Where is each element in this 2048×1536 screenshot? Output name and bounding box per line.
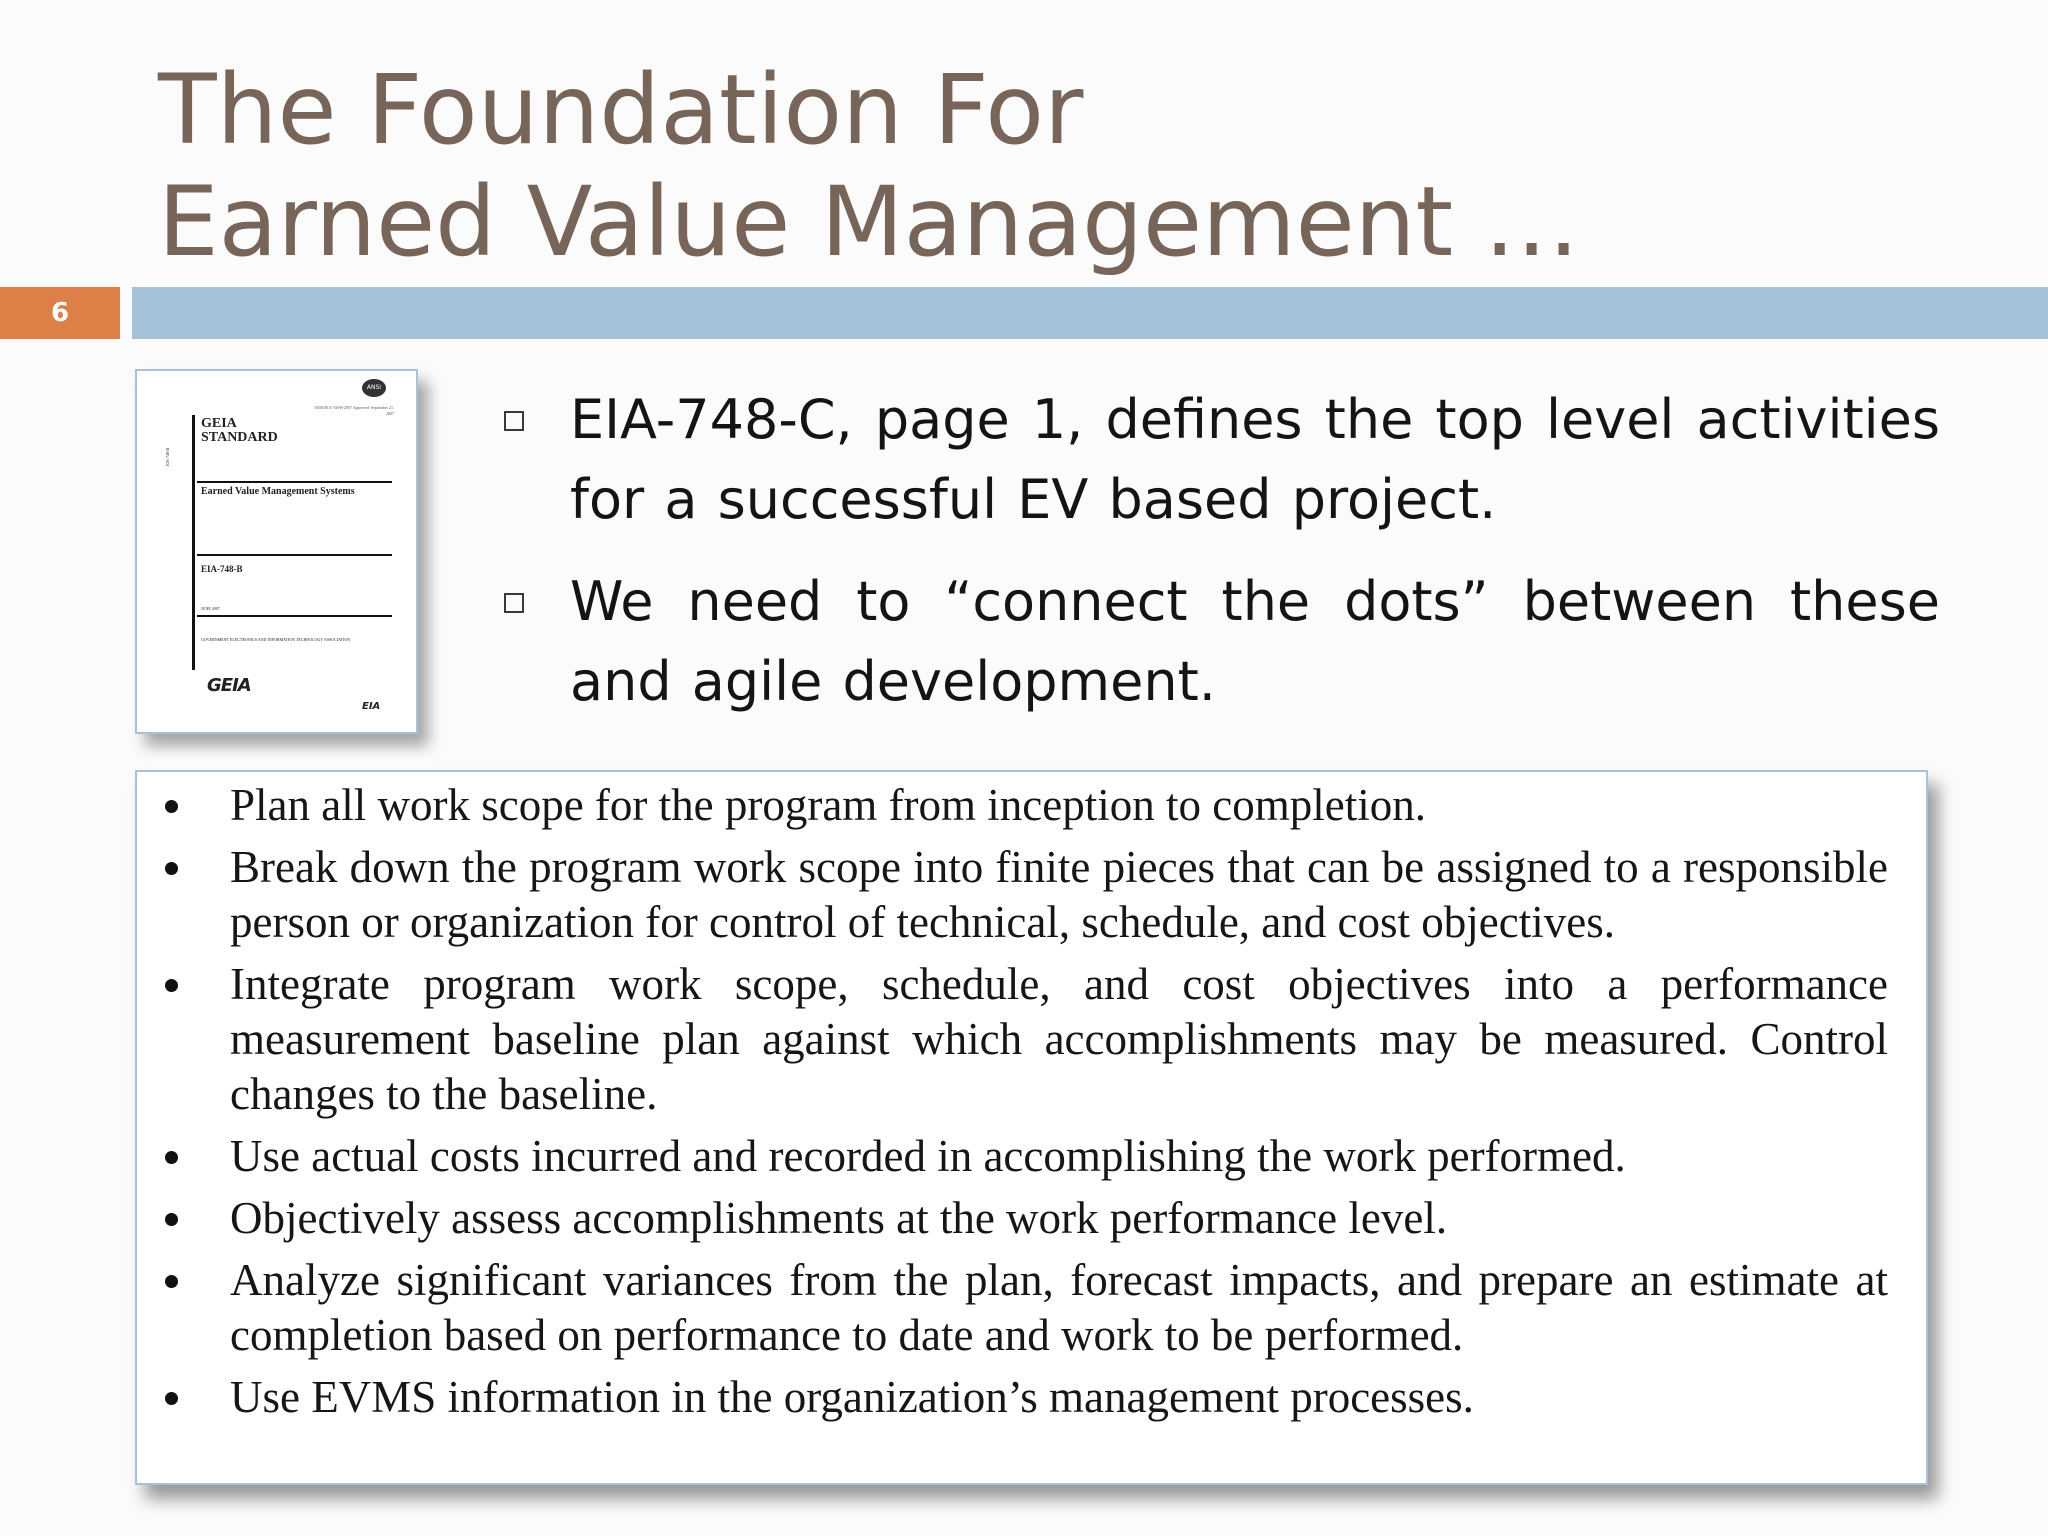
- excerpt-item-text: Use EVMS information in the organization’s management processes.: [230, 1372, 1474, 1422]
- excerpt-item-text: Use actual costs incurred and recorded in accomplishing the work performed.: [230, 1131, 1626, 1181]
- slide-number: 6: [0, 287, 120, 339]
- excerpt-item: [230, 1253, 1888, 1363]
- square-bullet-icon: [504, 411, 524, 431]
- eia-748-document-thumbnail: [135, 369, 418, 734]
- ansi-logo-icon: ANSI: [362, 379, 386, 397]
- bullet-dot-icon: [165, 1275, 178, 1288]
- document-rule-1: [197, 481, 392, 483]
- document-date: JUNE 2007: [201, 606, 220, 611]
- excerpt-item: [230, 1191, 1888, 1246]
- eia-activities-excerpt: [135, 770, 1928, 1485]
- excerpt-item-text: Analyze significant variances from the plan, forecast impacts, and prepare an estimate at completion based on performance to date and work to be performed.: [230, 1255, 1888, 1360]
- excerpt-item: [230, 957, 1888, 1122]
- bullet-dot-icon: [165, 862, 178, 875]
- bullet-dot-icon: [165, 800, 178, 813]
- document-rule-2: [197, 554, 392, 556]
- excerpt-item: [230, 778, 1888, 833]
- slide-title: [158, 54, 1908, 278]
- document-code: EIA-748-B: [201, 564, 243, 574]
- excerpt-item-text: Objectively assess accomplishments at the work performance level.: [230, 1193, 1448, 1243]
- document-vertical-rule: [192, 415, 195, 670]
- document-organization: GOVERNMENT ELECTRONICS AND INFORMATION TECHNOLOGY ASSOCIATION: [201, 637, 351, 642]
- document-subtitle: Earned Value Management Systems: [201, 486, 355, 497]
- slide-bullet: [500, 380, 1940, 540]
- slide-bullet: [500, 562, 1940, 722]
- square-bullet-icon: [504, 593, 524, 613]
- excerpt-item-text: Break down the program work scope into finite pieces that can be assigned to a responsible person or organization for control of technical, schedule, and cost objectives.: [230, 842, 1888, 947]
- excerpt-item-text: Integrate program work scope, schedule, and cost objectives into a performance measurement baseline plan against which accomplishments may be measured. Control changes to the baseline.: [230, 959, 1888, 1119]
- document-reference: ANSI/EIA-748-B-2007 Approved: September 21, 2007: [314, 405, 394, 416]
- document-standard-label: GEIA STANDARD: [201, 416, 278, 445]
- bullet-dot-icon: [165, 1392, 178, 1405]
- bullet-dot-icon: [165, 1151, 178, 1164]
- excerpt-item: [230, 1129, 1888, 1184]
- slide-bullet-text: We need to “connect the dots” between these and agile development.: [570, 570, 1940, 713]
- geia-logo-icon: GEIA: [207, 675, 251, 696]
- excerpt-list: [137, 778, 1912, 1425]
- slide-bullet-list: [500, 380, 1940, 722]
- slide-bullet-text: EIA-748-C, page 1, defines the top level activities for a successful EV based project.: [570, 388, 1940, 531]
- document-rule-3: [197, 615, 392, 617]
- eia-logo-icon: EIA: [362, 701, 381, 712]
- bullet-dot-icon: [165, 979, 178, 992]
- bullet-dot-icon: [165, 1213, 178, 1226]
- title-divider-bar: [132, 287, 2048, 339]
- document-side-text: EIA-748-B: [165, 448, 170, 466]
- slide-title-line-1: The Foundation For: [158, 54, 1084, 166]
- excerpt-item: [230, 1370, 1888, 1425]
- excerpt-item-text: Plan all work scope for the program from inception to completion.: [230, 780, 1426, 830]
- excerpt-item: [230, 840, 1888, 950]
- slide-title-line-2: Earned Value Management …: [158, 166, 1580, 278]
